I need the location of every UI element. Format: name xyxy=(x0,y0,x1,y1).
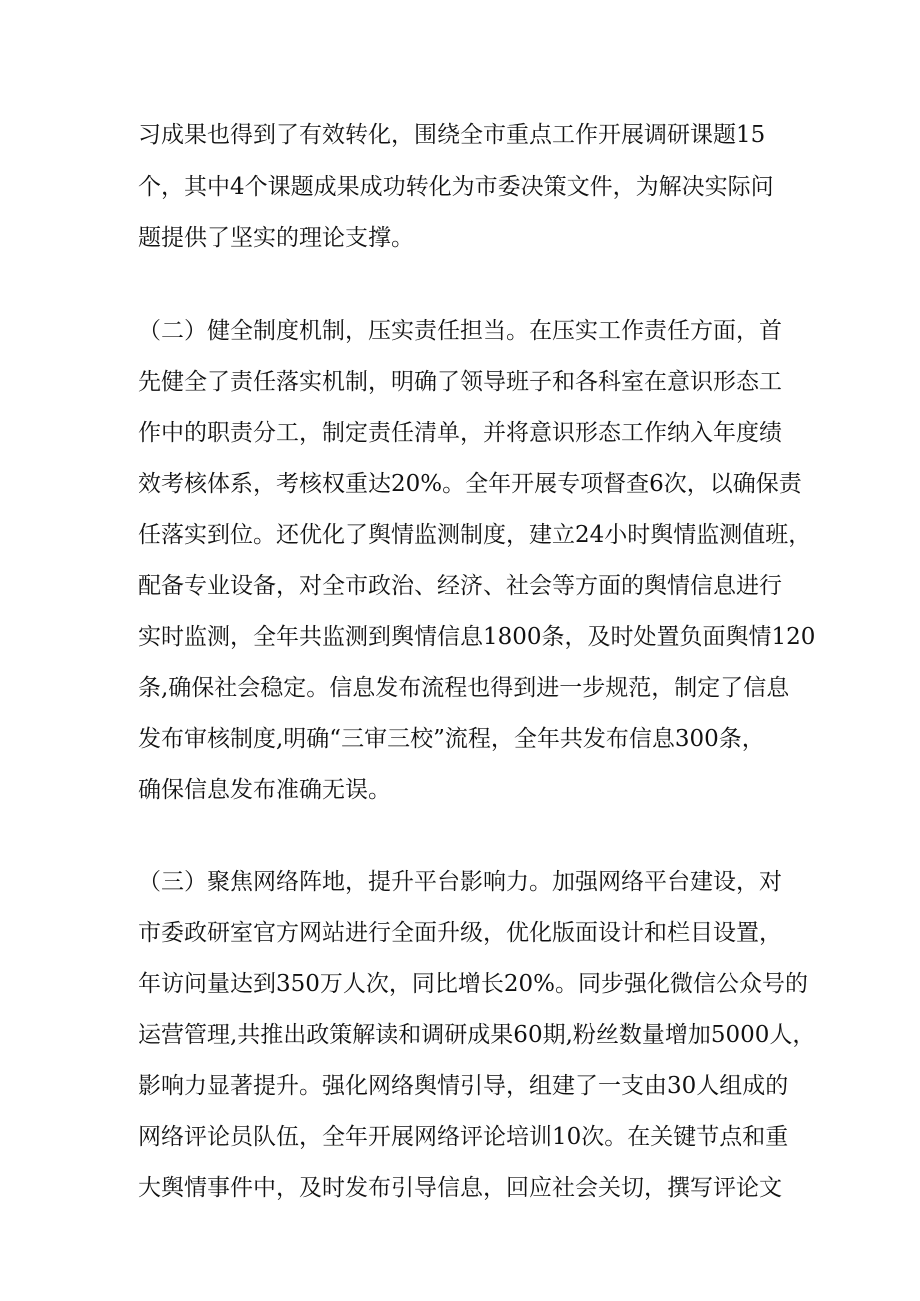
paragraph-1-line-1: 习成果也得到了有效转化，围绕全市重点工作开展调研课题15 xyxy=(138,122,766,148)
paragraph-3-line-7: 大舆情事件中，及时发布引导信息，回应社会关切，撰写评论文 xyxy=(138,1175,782,1201)
paragraph-2-line-10: 确保信息发布准确无误。 xyxy=(138,777,391,803)
paragraph-3-line-5: 影响力显著提升。强化网络舆情引导，组建了一支由30人组成的 xyxy=(138,1073,789,1099)
paragraph-1-line-2: 个，其中4个课题成果成功转化为市委决策文件，为解决实际问 xyxy=(138,174,774,200)
paragraph-3-line-6: 网络评论员队伍，全年开展网络评论培训10次。在关键节点和重 xyxy=(138,1124,789,1150)
paragraph-2-line-9: 发布审核制度,明确“三审三校”流程，全年共发布信息300条， xyxy=(138,726,765,752)
paragraph-2-line-4: 效考核体系，考核权重达20%。全年开展专项督查6次，以确保责 xyxy=(138,471,802,497)
paragraph-3-line-1: （三）聚焦网络阵地，提升平台影响力。加强网络平台建设，对 xyxy=(138,869,782,895)
paragraph-3-line-4: 运营管理,共推出政策解读和调研成果60期,粉丝数量增加5000人， xyxy=(138,1022,816,1048)
paragraph-2-line-3: 作中的职责分工，制定责任清单，并将意识形态工作纳入年度绩 xyxy=(138,420,782,446)
paragraph-2-line-6: 配备专业设备，对全市政治、经济、社会等方面的舆情信息进行 xyxy=(138,573,782,599)
paragraph-2-line-1: （二）健全制度机制，压实责任担当。在压实工作责任方面，首 xyxy=(138,318,782,344)
paragraph-3-line-2: 市委政研室官方网站进行全面升级，优化版面设计和栏目设置， xyxy=(138,920,782,946)
paragraph-3-line-3: 年访问量达到350万人次，同比增长20%。同步强化微信公众号的 xyxy=(138,971,809,997)
paragraph-1-line-3: 题提供了坚实的理论支撑。 xyxy=(138,225,414,251)
paragraph-2-line-8: 条,确保社会稳定。信息发布流程也得到进一步规范，制定了信息 xyxy=(138,675,790,701)
paragraph-2-line-2: 先健全了责任落实机制，明确了领导班子和各科室在意识形态工 xyxy=(138,369,782,395)
paragraph-2-line-5: 任落实到位。还优化了舆情监测制度，建立24小时舆情监测值班， xyxy=(138,522,812,548)
paragraph-2-line-7: 实时监测，全年共监测到舆情信息1800条，及时处置负面舆情120 xyxy=(138,624,816,650)
